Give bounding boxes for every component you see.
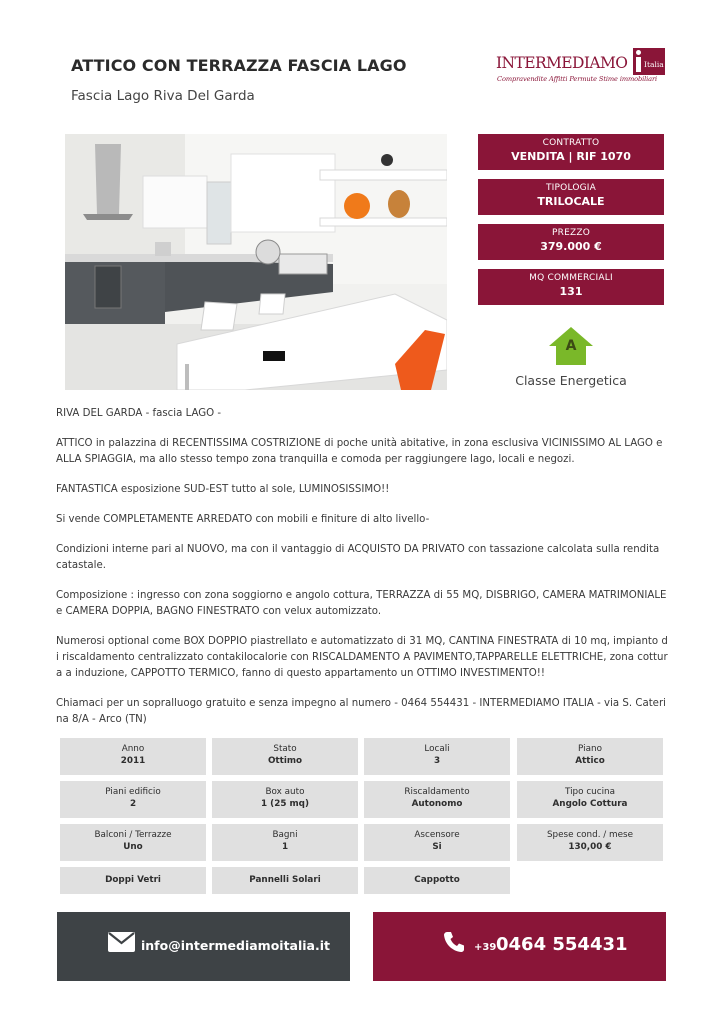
info-value: 379.000 € [540, 240, 602, 253]
logo-tagline: Compravendite Affitti Permute Stime immobiliari [497, 75, 658, 83]
feature-label: Riscaldamento [404, 787, 470, 797]
description-paragraph: ATTICO in palazzina di RECENTISSIMA COSTRIZIONE di poche unità abitative, in zona esclusiva VICINISSIMO AL LAGO e ALLA SPIAGGIA, ma allo stesso tempo zona tranquilla e comoda per raggiungere lago, locali e negozi. [56, 438, 663, 465]
envelope-icon [108, 932, 135, 952]
feature-piano [517, 738, 663, 775]
feature-locali [364, 738, 510, 775]
feature-box-auto [212, 781, 358, 818]
feature-tipo-cucina [517, 781, 663, 818]
energy-class-badge [548, 326, 594, 366]
phone-prefix: +39 [474, 942, 497, 953]
info-label: PREZZO [552, 228, 590, 238]
feature-stato [212, 738, 358, 775]
feature-value: 130,00 € [568, 842, 612, 852]
feature-balconi [60, 824, 206, 861]
feature-label: Bagni [272, 830, 298, 840]
feature-label: Stato [273, 744, 297, 754]
info-value: VENDITA | RIF 1070 [511, 150, 631, 163]
feature-value: Attico [575, 756, 605, 766]
info-tipologia [478, 179, 664, 215]
feature-label: Tipo cucina [565, 787, 615, 797]
info-contratto [478, 134, 664, 170]
feature-ascensore [364, 824, 510, 861]
feature-value: 2 [129, 799, 137, 809]
feature-label: Piano [578, 744, 602, 754]
feature-label: Balconi / Terrazze [94, 830, 172, 840]
phone-number[interactable]: 0464 554431 [496, 934, 628, 955]
listing-subtitle: Fascia Lago Riva Del Garda [71, 88, 255, 104]
logo-i-stem [636, 57, 641, 72]
energy-class-letter: A [565, 338, 577, 354]
phone-icon [443, 931, 465, 953]
energy-class-label: Classe Energetica [515, 373, 627, 388]
feature-value: Si [432, 842, 442, 852]
description-paragraph: Numerosi optional come BOX DOPPIO piastrellato e automatizzato di 31 MQ, CANTINA FINESTRATA di 10 mq, impianto di riscaldamento centralizzato contakilocalorie con RISCALDAMENTO A PAVIMENTO,TAPPARELLE ELETTRICHE, zona cottura a induzione, CAPPOTTO TERMICO, fanno di questo appartamento un OTTIMO INVESTIMENTO!! [56, 636, 668, 679]
tag-label: Doppi Vetri [105, 875, 161, 885]
feature-bagni [212, 824, 358, 861]
feature-value: 3 [433, 756, 441, 766]
tag-label: Pannelli Solari [249, 875, 321, 885]
description-paragraph: Chiamaci per un sopralluogo gratuito e senza impegno al numero - 0464 554431 - INTERMEDIAMO ITALIA - via S. Caterina 8/A - Arco (TN) [56, 698, 666, 725]
description [56, 406, 668, 742]
feature-label: Piani edificio [105, 787, 161, 797]
email-contact-button[interactable] [57, 912, 350, 981]
feature-riscaldamento [364, 781, 510, 818]
feature-value: 1 [281, 842, 289, 852]
feature-value: Autonomo [411, 799, 463, 809]
description-paragraph: Si vende COMPLETAMENTE ARREDATO con mobili e finiture di alto livello- [56, 514, 430, 525]
info-label: TIPOLOGIA [545, 183, 597, 193]
brand-logo [496, 48, 668, 86]
feature-label: Box auto [265, 787, 305, 797]
info-value: 131 [559, 285, 583, 298]
description-paragraph: Condizioni interne pari al NUOVO, ma con il vantaggio di ACQUISTO DA PRIVATO con tassazione calcolata sulla rendita catastale. [56, 544, 660, 571]
tag-pannelli-solari [212, 867, 358, 894]
info-label: MQ COMMERCIALI [529, 273, 613, 283]
feature-anno [60, 738, 206, 775]
description-paragraph: RIVA DEL GARDA - fascia LAGO - [56, 408, 222, 419]
feature-label: Locali [424, 744, 450, 754]
email-link[interactable]: info@intermediamoitalia.it [141, 938, 331, 953]
tag-label: Cappotto [414, 875, 460, 885]
feature-value: Ottimo [267, 756, 303, 766]
info-mq [478, 269, 664, 305]
tag-doppi-vetri [60, 867, 206, 894]
feature-label: Ascensore [414, 830, 460, 840]
feature-label: Anno [121, 744, 145, 754]
feature-piani-edificio [60, 781, 206, 818]
logo-wordmark: INTERMEDIAMO [496, 54, 628, 72]
feature-value: 2011 [120, 756, 146, 766]
feature-label: Spese cond. / mese [546, 830, 634, 840]
listing-title: ATTICO CON TERRAZZA FASCIA LAGO [71, 56, 407, 75]
feature-value: 1 (25 mq) [261, 799, 309, 809]
logo-i-dot [636, 50, 641, 55]
phone-contact-button[interactable] [373, 912, 666, 981]
feature-value: Uno [123, 842, 143, 852]
feature-value: Angolo Cottura [552, 799, 628, 809]
property-photo [65, 134, 447, 390]
info-prezzo [478, 224, 664, 260]
info-label: CONTRATTO [542, 138, 600, 148]
description-paragraph: FANTASTICA esposizione SUD-EST tutto al sole, LUMINOSISSIMO!! [56, 484, 390, 495]
logo-italia: Italia [644, 60, 664, 69]
info-value: TRILOCALE [537, 195, 605, 208]
feature-spese [517, 824, 663, 861]
tag-cappotto [364, 867, 510, 894]
description-paragraph: Composizione : ingresso con zona soggiorno e angolo cottura, TERRAZZA di 55 MQ, DISBRIGO, CAMERA MATRIMONIALE e CAMERA DOPPIA, BAGNO FINESTRATO con velux automizzato. [56, 590, 667, 617]
